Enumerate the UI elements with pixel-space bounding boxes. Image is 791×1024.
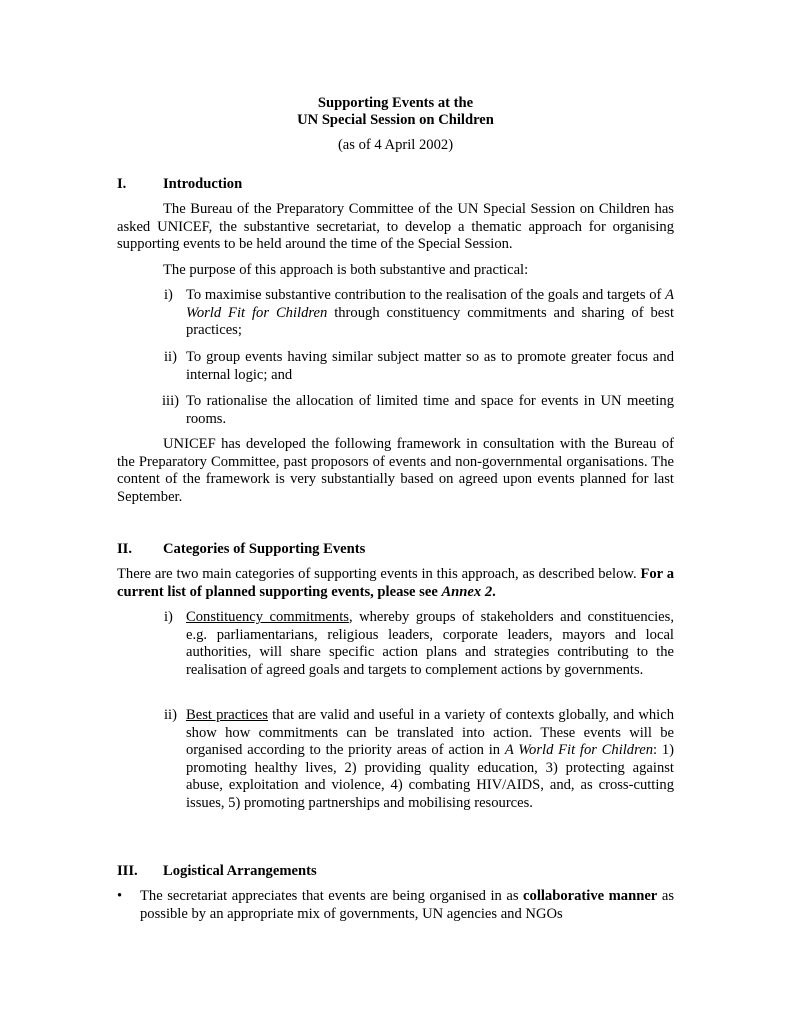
intro-paragraph-1: The Bureau of the Preparatory Committee of the UN Special Session on Children has asked UNICEF, the substantive secretariat, to develop a thematic approach for organising supporting events to be held around the time of the Special Session. [117, 201, 674, 253]
section-2-heading [117, 541, 365, 559]
report-title: A World Fit for Children [504, 742, 654, 759]
constituency-commitments-term: Constituency commitments [186, 609, 349, 625]
section-3-title: Logistical Arrangements [163, 863, 317, 879]
logistics-bullet-1: • The secretariat appreciates that events are being organised in as collaborative manner as possible by an appropriate mix of governments, UN agencies and NGOs [117, 888, 674, 922]
list-marker: ii) [164, 707, 177, 723]
section-3-heading [117, 863, 317, 881]
section-1-heading [117, 176, 242, 194]
intro-list-item-2: ii) To group events having similar subject matter so as to promote greater focus and internal logic; and [164, 349, 674, 383]
intro-paragraph-3: UNICEF has developed the following framework in consultation with the Bureau of the Preparatory Committee, past proposors of events and non-governmental organisations. The content of the framework is very substantially based on agreed upon events planned for last September. [117, 436, 674, 505]
title-line-2: UN Special Session on Children [297, 112, 494, 128]
collaborative-manner-term: collaborative manner [523, 888, 658, 904]
category-item-1: i) Constituency commitments, whereby groups of stakeholders and constituencies, e.g. parliamentarians, religious leaders, corporate leaders, mayors and local authorities, will share specific action plans and strategies contributing to the realisation of agreed goals and targets to complement actions by governments. [164, 609, 674, 678]
intro-list-item-3: iii) To rationalise the allocation of limited time and space for events in UN meeting rooms. [162, 393, 674, 427]
section-1-title: Introduction [163, 176, 243, 192]
section-3-number: III. [117, 863, 138, 879]
date-line: (as of 4 April 2002) [337, 137, 454, 153]
categories-paragraph: There are two main categories of supporting events in this approach, as described below. For a current list of planned supporting events, please see Annex 2. [117, 566, 674, 600]
list-marker: ii) [164, 349, 177, 365]
list-marker: iii) [162, 393, 180, 409]
list-marker: i) [164, 609, 173, 625]
section-1-number: I. [117, 176, 127, 192]
category-item-2: ii) Best practices that are valid and useful in a variety of contexts globally, and which show how commitments can be translated into action. These events will be organised according to the priority areas of action in A World Fit for Children: 1) promoting healthy lives, 2) providing quality education, 3) protecting against abuse, exploitation and violence, 4) combating HIV/AIDS, and, as cross-cutting issues, 5) promoting partnerships and mobilising resources. [164, 707, 675, 811]
bullet-marker: • [117, 888, 123, 904]
intro-list-item-1: i) To maximise substantive contribution to the realisation of the goals and targets of A World Fit for Children through constituency commitments and sharing of best practices; [164, 287, 674, 339]
section-2-title: Categories of Supporting Events [163, 541, 366, 557]
section-2-number: II. [117, 541, 133, 557]
list-marker: i) [164, 287, 173, 303]
best-practices-term: Best practices [186, 707, 268, 723]
intro-paragraph-2: The purpose of this approach is both substantive and practical: [163, 262, 529, 278]
annex-reference: Annex 2 [441, 583, 493, 600]
title-line-1: Supporting Events at the [317, 95, 474, 111]
report-title: A World Fit for Children [186, 287, 674, 321]
